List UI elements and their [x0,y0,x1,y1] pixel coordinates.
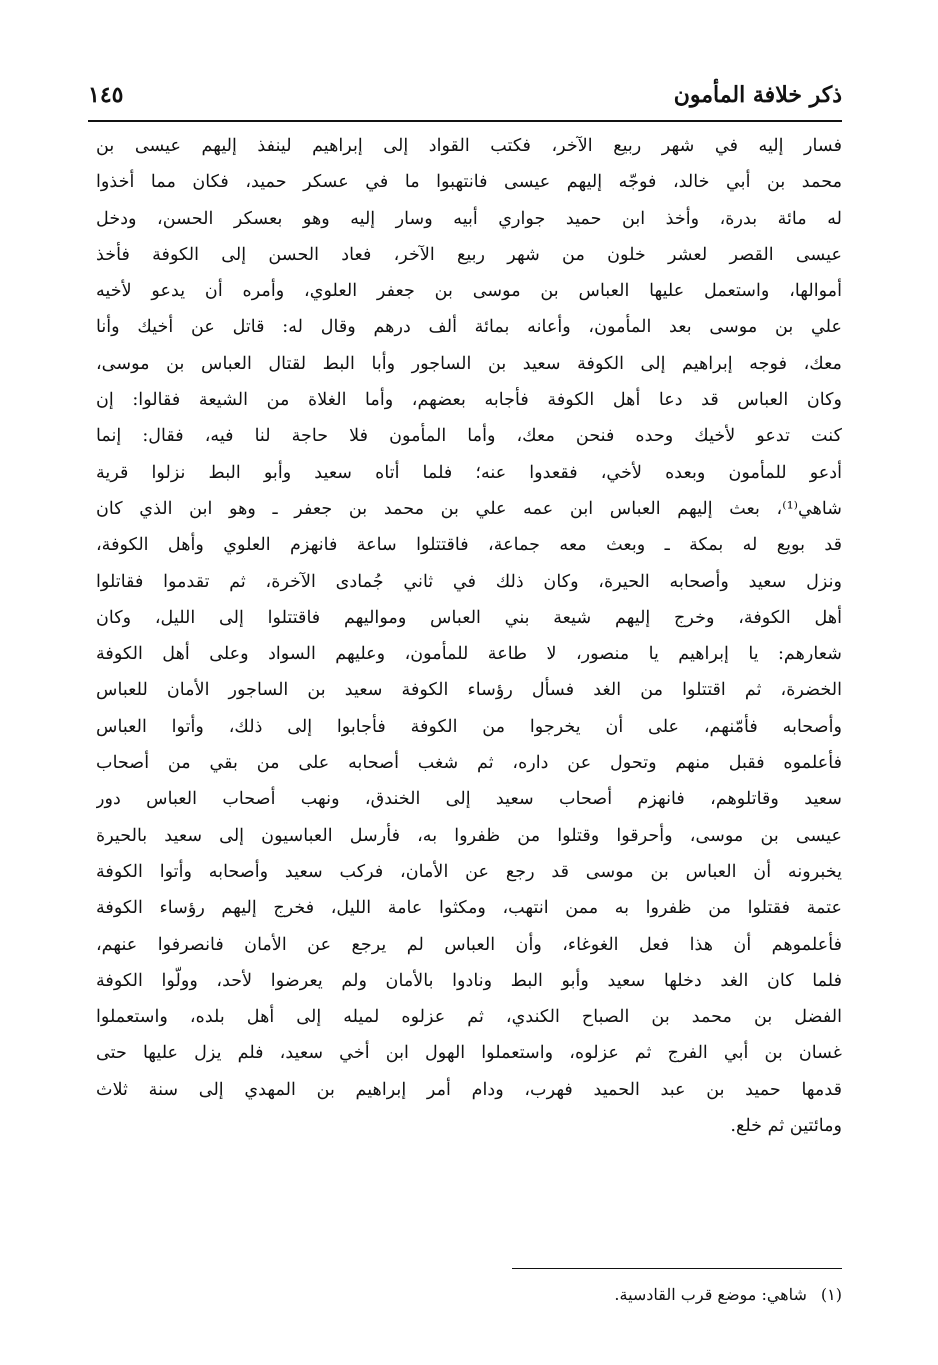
header-rule [88,120,842,122]
body-text [96,128,842,1144]
text-line: سعيد وقاتلوهم، فانهزم أصحاب سعيد إلى الخندق، ونهب أصحاب العباس دور [96,789,842,810]
text-line-last: ومائتين ثم خلع. [730,1116,842,1137]
text-line: غسان بن أبي الفرج ثم عزلوه، واستعملوا الهول ابن أخي سعيد، فلم يزل عليها حتى [96,1043,842,1064]
text-line: عيسى بن موسى، وأحرقوا وقتلوا من ظفروا به، فأرسل العباسيون إلى سعيد بالحيرة [96,825,842,846]
page-header [88,82,842,114]
text-line: قد بويع له بمكة ـ وبعث معه جماعة، فاقتتلوا ساعة فانهزم العلوي وأهل الكوفة، [96,535,842,556]
text-line: يخبرونه أن العباس بن موسى قد رجع عن الأمان، فركب سعيد وأصحابه وأتوا الكوفة [96,861,842,882]
text-line: وكان العباس قد دعا أهل الكوفة فأجابه بعضهم، وأما الغلاة من الشيعة فقالوا: إن [96,390,842,411]
running-title: ذكر خلافة المأمون [673,82,842,108]
footnote-marker: (١) [820,1285,842,1304]
text-line: ونزل سعيد وأصحابه الحيرة، وكان ذلك في ثاني جُمادى الآخرة، ثم تقدموا فقاتلوا [96,571,842,592]
footnote-text: شاهي: موضع قرب القادسية. [614,1285,807,1304]
page-number: ١٤٥ [88,82,124,108]
text-line: أدعو للمأمون وبعده لأخي، فقعدوا عنه؛ فلما أتاه سعيد وأبو البط نزلوا قرية [96,462,842,483]
text-line: عتمة فقتلوا من ظفروا به ممن انتهب، ومكثوا عامة الليل، فخرج إليهم رؤساء الكوفة [96,898,842,919]
footnote [96,1280,842,1310]
text-line: شعارهم: يا إبراهيم يا منصور، لا طاعة للمأمون، وعليهم السواد وعلى أهل الكوفة [96,644,842,665]
text-line: وأصحابه فأمّنهم، على أن يخرجوا من الكوفة فأجابوا إلى ذلك، وأتوا العباس [96,716,842,737]
text-line: الخضرة، ثم اقتتلوا من الغد فسأل رؤساء الكوفة سعيد بن الساجور الأمان للعباس [96,680,842,701]
footnote-rule [512,1268,842,1269]
text-line: الفضل بن محمد بن الصباح الكندي، ثم عزلوه لميله إلى أهل بلده، واستعملوا [96,1007,842,1028]
text-line: فلما كان الغد دخلها سعيد وأبو البط ونادوا بالأمان ولم يعرضوا لأحد، وولّوا الكوفة [96,970,842,991]
text-line: معك، فوجه إبراهيم إلى الكوفة سعيد بن الساجور وأبا البط لقتال العباس بن موسى، [96,353,842,374]
text-line: محمد بن أبي خالد، فوجّه إليهم عيسى فانتهبوا ما في عسكر حميد، فكان مما أخذوا [96,172,842,193]
text-line: علي بن موسى بعد المأمون، وأعانه بمائة ألف درهم وقال له: قاتل عن أخيك وأنا [96,317,842,338]
text-line: عيسى القصر لعشر خلون من شهر ربيع الآخر، فعاد الحسن إلى الكوفة فأخذ [96,244,842,265]
text-line: أموالها، واستعمل عليها العباس بن موسى بن جعفر العلوي، وأمره أن يدعو لأخيه [96,281,842,302]
text-line: فسار إليه في شهر ربيع الآخر، فكتب القواد إلى إبراهيم لينفذ إليهم عيسى بن [96,136,842,156]
text-line: قدمها حميد بن عبد الحميد فهرب، ودام أمر إبراهيم بن المهدي إلى سنة ثلاث [96,1079,842,1100]
text-line-with-footnote-ref: شاهي⁽¹⁾، بعث إليهم العباس ابن عمه علي بن محمد بن جعفر ـ وهو ابن الذي كان [96,498,842,519]
text-line: فأعلموهم أن هذا فعل الغوغاء، وأن العباس لم يرجع عن الأمان فانصرفوا عنهم، [96,934,842,955]
text-line: كنت تدعو لأخيك وحده فنحن معك، وأما المأمون فلا حاجة لنا فيه، فقال: إنما [96,426,842,447]
text-line: فأعلموه فقبل منهم وتحول عن داره، ثم شغب أصحابه على من بقي من أصحاب [96,753,842,774]
text-line: له مائة بدرة، وأخذ ابن حميد جواري أبيه وسار إليه وهو بعسكر الحسن، ودخل [96,208,842,229]
text-line: أهل الكوفة، وخرج إليهم شيعة بني العباس ومواليهم فاقتتلوا إلى الليل، وكان [96,607,842,628]
